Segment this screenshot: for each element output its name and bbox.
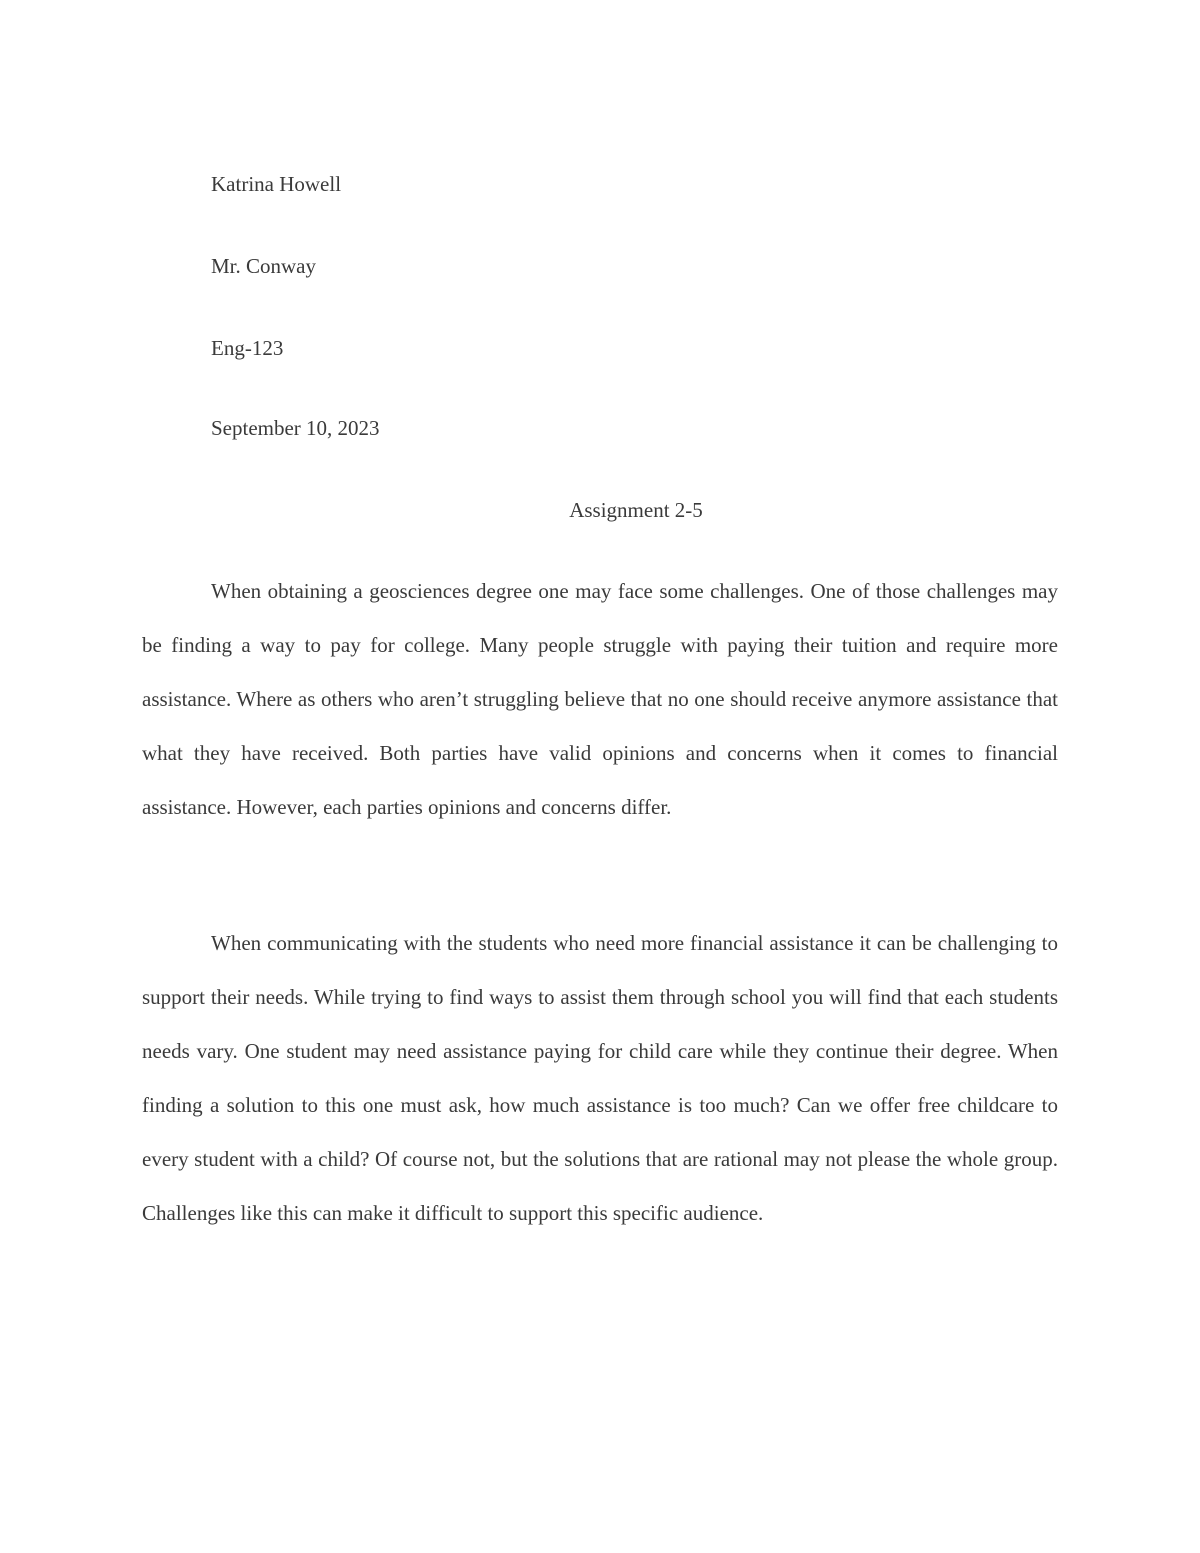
assignment-date: September 10, 2023 [211, 416, 380, 440]
instructor-name: Mr. Conway [211, 254, 316, 278]
body-paragraph-1: When obtaining a geosciences degree one may face some challenges. One of those challenges may be finding a way to pay for college. Many people struggle with paying their tuition and require more assistance. Where as others who aren’t struggling believe that no one should receive anymore assistance that what they have received. Both parties have valid opinions and concerns when it comes to financial assistance. However, each parties opinions and concerns differ. [142, 579, 1058, 819]
author-name: Katrina Howell [211, 172, 342, 196]
course-code: Eng-123 [211, 336, 284, 360]
document-title: Assignment 2-5 [569, 498, 703, 522]
body-paragraph-2: When communicating with the students who need more financial assistance it can be challenging to support their needs. While trying to find ways to assist them through school you will find that each students needs vary. One student may need assistance paying for child care while they continue their degree. When finding a solution to this one must ask, how much assistance is too much? Can we offer free childcare to every student with a child? Of course not, but the solutions that are rational may not please the whole group. Challenges like this can make it difficult to support this specific audience. [142, 931, 1058, 1225]
